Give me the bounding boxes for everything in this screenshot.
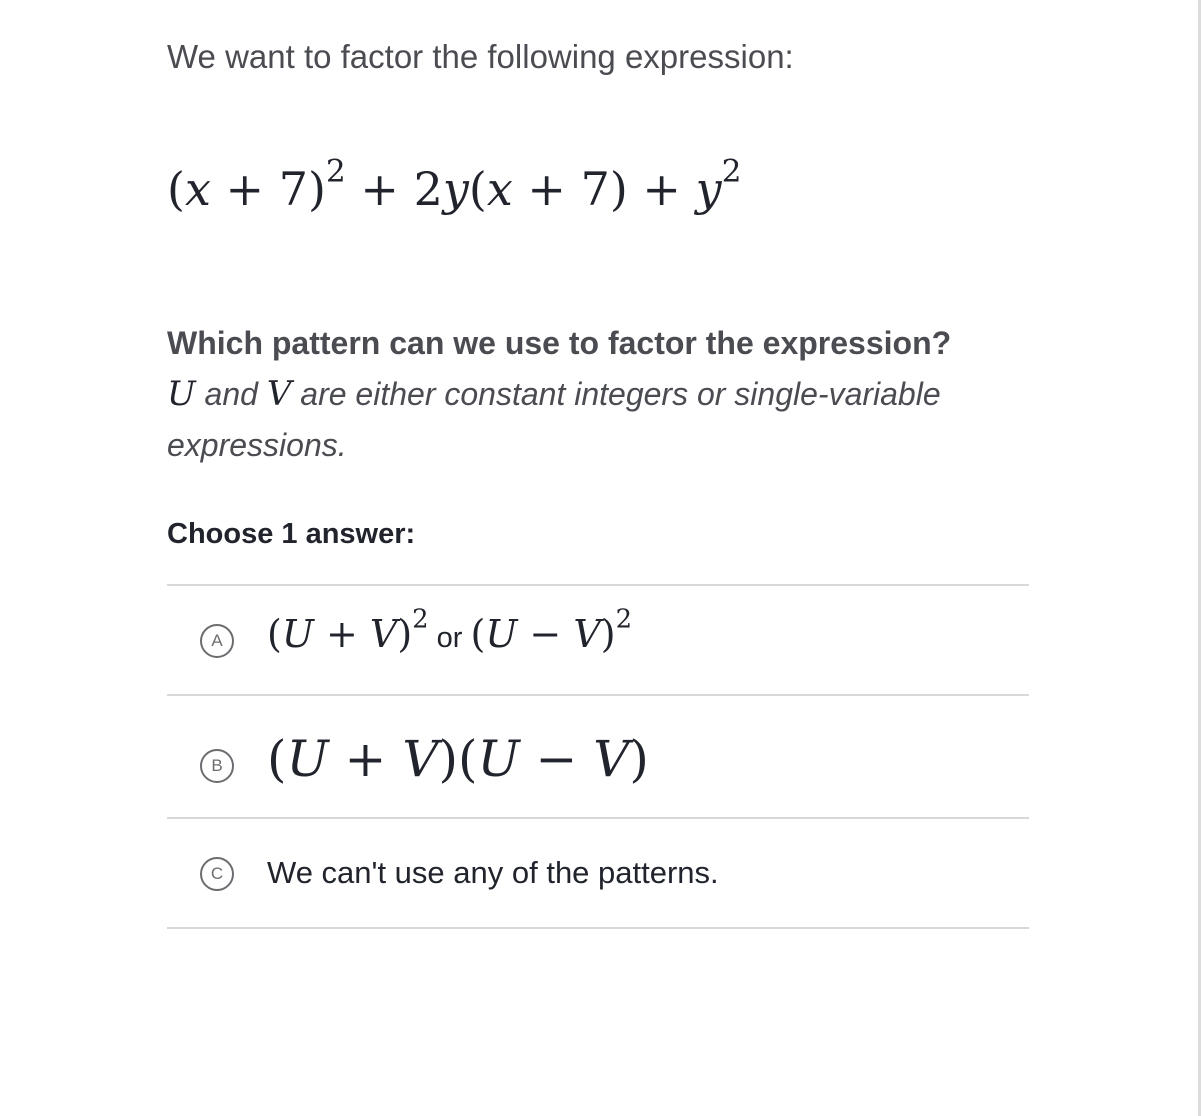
choice-c-letter-icon: C <box>200 857 234 891</box>
expression: $(x + 7)^2 + 2y(x + 7) + y^2$ <box>167 153 742 216</box>
choice-a-content: $(U + V)^2$ or $(U - V)^2$ <box>267 604 633 656</box>
choice-a-letter-icon: A <box>200 624 234 658</box>
choice-c-text: We can't use any of the patterns. <box>267 855 719 890</box>
choice-b[interactable] <box>167 694 1029 817</box>
question-title: Which pattern can we use to factor the expression? <box>167 325 952 361</box>
choose-label: Choose 1 answer: <box>167 518 416 550</box>
answer-choices <box>167 584 1029 929</box>
choice-c[interactable] <box>167 817 1029 929</box>
choice-a[interactable] <box>167 584 1029 694</box>
choice-b-content: (U + V)(U − V) <box>267 730 649 788</box>
question-note: U and V are either constant integers or single-variable expressions. <box>167 374 941 463</box>
question-prompt <box>167 318 1007 471</box>
choice-b-letter-icon: B <box>200 749 234 783</box>
intro-text: We want to factor the following expression: <box>167 38 794 75</box>
